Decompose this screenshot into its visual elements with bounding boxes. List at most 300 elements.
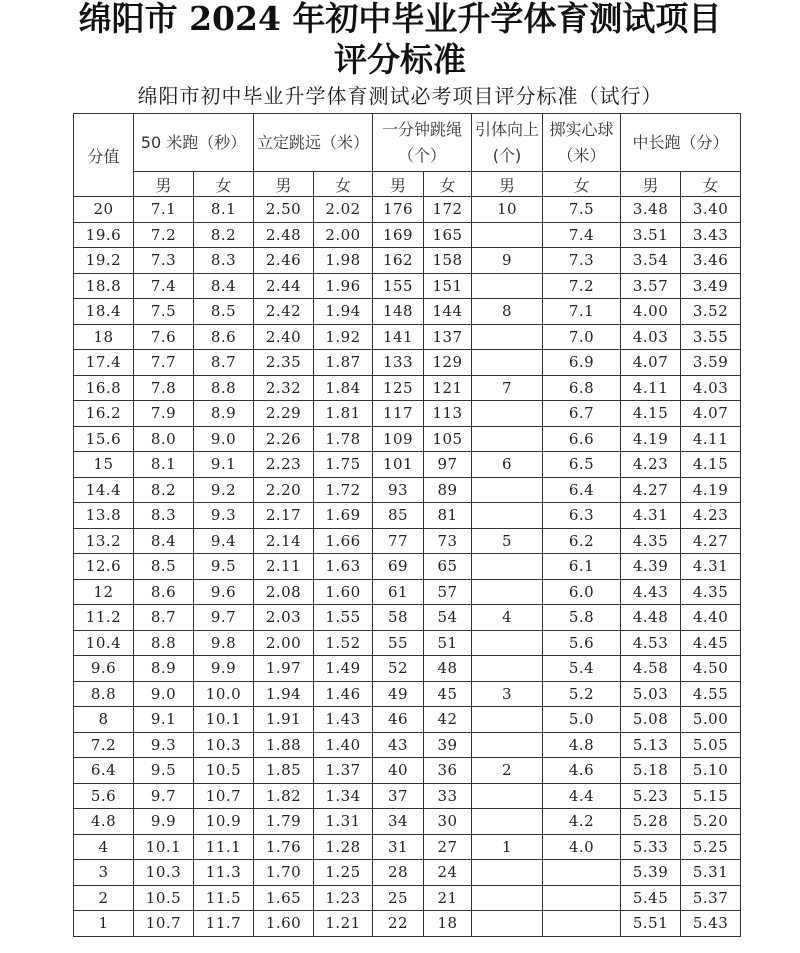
cell-distance-run-female: 4.55 [681, 681, 741, 707]
cell-long-jump-female: 2.00 [314, 222, 373, 248]
cell-score: 10.4 [74, 630, 134, 656]
cell-rope-skip-female: 24 [424, 860, 472, 886]
table-row [74, 324, 741, 350]
cell-run50-female: 9.5 [194, 554, 254, 580]
cell-distance-run-female: 3.43 [681, 222, 741, 248]
table-row [74, 809, 741, 835]
cell-distance-run-male: 4.23 [621, 452, 681, 478]
cell-rope-skip-male: 55 [373, 630, 424, 656]
cell-rope-skip-male: 85 [373, 503, 424, 529]
cell-score: 19.2 [74, 248, 134, 274]
cell-distance-run-female: 5.10 [681, 758, 741, 784]
cell-long-jump-female: 1.52 [314, 630, 373, 656]
cell-medicine-ball-female: 4.2 [543, 809, 621, 835]
cell-rope-skip-male: 155 [373, 273, 424, 299]
cell-pull-up-male: 8 [472, 299, 543, 325]
cell-rope-skip-male: 162 [373, 248, 424, 274]
cell-run50-female: 8.1 [194, 197, 254, 223]
cell-pull-up-male: 7 [472, 375, 543, 401]
cell-rope-skip-female: 42 [424, 707, 472, 733]
cell-run50-male: 7.7 [134, 350, 194, 376]
cell-distance-run-male: 5.18 [621, 758, 681, 784]
cell-long-jump-male: 1.85 [254, 758, 314, 784]
header-pull-up: 引体向上(个) [472, 114, 543, 172]
cell-run50-female: 8.8 [194, 375, 254, 401]
table-row [74, 885, 741, 911]
table-row [74, 783, 741, 809]
cell-long-jump-male: 1.65 [254, 885, 314, 911]
cell-rope-skip-female: 18 [424, 911, 472, 937]
cell-score: 8 [74, 707, 134, 733]
table-row [74, 222, 741, 248]
cell-medicine-ball-female: 5.8 [543, 605, 621, 631]
cell-long-jump-female: 1.31 [314, 809, 373, 835]
cell-long-jump-male: 2.20 [254, 477, 314, 503]
cell-run50-male: 9.3 [134, 732, 194, 758]
cell-distance-run-female: 4.11 [681, 426, 741, 452]
cell-long-jump-male: 2.08 [254, 579, 314, 605]
cell-pull-up-male: 6 [472, 452, 543, 478]
cell-long-jump-male: 1.97 [254, 656, 314, 682]
cell-rope-skip-male: 34 [373, 809, 424, 835]
cell-pull-up-male: 5 [472, 528, 543, 554]
cell-long-jump-female: 1.87 [314, 350, 373, 376]
cell-long-jump-female: 1.55 [314, 605, 373, 631]
cell-long-jump-female: 2.02 [314, 197, 373, 223]
cell-distance-run-female: 3.59 [681, 350, 741, 376]
cell-run50-female: 9.4 [194, 528, 254, 554]
cell-medicine-ball-female: 7.5 [543, 197, 621, 223]
cell-run50-male: 9.1 [134, 707, 194, 733]
cell-distance-run-female: 4.50 [681, 656, 741, 682]
table-row [74, 681, 741, 707]
cell-run50-male: 8.3 [134, 503, 194, 529]
cell-run50-female: 11.1 [194, 834, 254, 860]
cell-run50-male: 8.0 [134, 426, 194, 452]
cell-run50-male: 7.8 [134, 375, 194, 401]
cell-score: 20 [74, 197, 134, 223]
cell-medicine-ball-female: 6.0 [543, 579, 621, 605]
cell-score: 5.6 [74, 783, 134, 809]
subheader-male: 男 [134, 172, 194, 197]
cell-pull-up-male [472, 860, 543, 886]
cell-distance-run-male: 4.07 [621, 350, 681, 376]
cell-distance-run-male: 5.28 [621, 809, 681, 835]
cell-distance-run-male: 4.15 [621, 401, 681, 427]
cell-rope-skip-female: 33 [424, 783, 472, 809]
cell-medicine-ball-female: 7.3 [543, 248, 621, 274]
cell-rope-skip-male: 101 [373, 452, 424, 478]
table-row [74, 273, 741, 299]
cell-run50-female: 9.3 [194, 503, 254, 529]
cell-rope-skip-female: 113 [424, 401, 472, 427]
cell-pull-up-male [472, 273, 543, 299]
cell-rope-skip-male: 148 [373, 299, 424, 325]
cell-long-jump-female: 1.72 [314, 477, 373, 503]
table-row [74, 707, 741, 733]
cell-rope-skip-female: 81 [424, 503, 472, 529]
cell-run50-male: 7.1 [134, 197, 194, 223]
cell-rope-skip-female: 137 [424, 324, 472, 350]
cell-pull-up-male: 2 [472, 758, 543, 784]
cell-score: 15.6 [74, 426, 134, 452]
cell-medicine-ball-female: 6.4 [543, 477, 621, 503]
cell-distance-run-female: 5.37 [681, 885, 741, 911]
cell-pull-up-male [472, 350, 543, 376]
header-row-gender [74, 172, 741, 197]
cell-long-jump-female: 1.21 [314, 911, 373, 937]
cell-rope-skip-female: 54 [424, 605, 472, 631]
cell-distance-run-female: 4.35 [681, 579, 741, 605]
cell-run50-male: 7.2 [134, 222, 194, 248]
cell-medicine-ball-female [543, 860, 621, 886]
cell-run50-female: 10.0 [194, 681, 254, 707]
cell-rope-skip-female: 165 [424, 222, 472, 248]
cell-long-jump-female: 1.63 [314, 554, 373, 580]
cell-run50-female: 10.7 [194, 783, 254, 809]
cell-rope-skip-female: 48 [424, 656, 472, 682]
cell-rope-skip-female: 121 [424, 375, 472, 401]
cell-rope-skip-female: 51 [424, 630, 472, 656]
cell-distance-run-female: 5.05 [681, 732, 741, 758]
cell-long-jump-male: 1.91 [254, 707, 314, 733]
cell-rope-skip-male: 49 [373, 681, 424, 707]
cell-run50-male: 8.7 [134, 605, 194, 631]
cell-rope-skip-female: 172 [424, 197, 472, 223]
cell-run50-female: 10.5 [194, 758, 254, 784]
cell-long-jump-female: 1.96 [314, 273, 373, 299]
cell-medicine-ball-female: 5.4 [543, 656, 621, 682]
cell-long-jump-female: 1.92 [314, 324, 373, 350]
cell-pull-up-male [472, 579, 543, 605]
table-row [74, 248, 741, 274]
cell-long-jump-female: 1.37 [314, 758, 373, 784]
cell-score: 11.2 [74, 605, 134, 631]
cell-run50-female: 9.2 [194, 477, 254, 503]
cell-pull-up-male: 10 [472, 197, 543, 223]
cell-rope-skip-male: 25 [373, 885, 424, 911]
table-row [74, 911, 741, 937]
cell-long-jump-male: 1.76 [254, 834, 314, 860]
cell-long-jump-male: 1.79 [254, 809, 314, 835]
header-row-groups [74, 114, 741, 172]
cell-long-jump-female: 1.60 [314, 579, 373, 605]
cell-run50-female: 8.2 [194, 222, 254, 248]
cell-score: 6.4 [74, 758, 134, 784]
cell-long-jump-male: 2.29 [254, 401, 314, 427]
cell-score: 18.8 [74, 273, 134, 299]
cell-distance-run-female: 3.55 [681, 324, 741, 350]
cell-rope-skip-female: 57 [424, 579, 472, 605]
cell-rope-skip-female: 73 [424, 528, 472, 554]
cell-score: 13.2 [74, 528, 134, 554]
header-one-minute-rope-skip: 一分钟跳绳（个） [373, 114, 472, 172]
cell-pull-up-male [472, 911, 543, 937]
cell-medicine-ball-female: 5.6 [543, 630, 621, 656]
cell-pull-up-male [472, 885, 543, 911]
cell-distance-run-female: 4.31 [681, 554, 741, 580]
cell-rope-skip-female: 65 [424, 554, 472, 580]
cell-distance-run-male: 3.57 [621, 273, 681, 299]
cell-distance-run-male: 4.43 [621, 579, 681, 605]
cell-distance-run-male: 4.11 [621, 375, 681, 401]
cell-long-jump-female: 1.69 [314, 503, 373, 529]
cell-pull-up-male [472, 707, 543, 733]
cell-distance-run-female: 5.31 [681, 860, 741, 886]
cell-run50-male: 8.8 [134, 630, 194, 656]
cell-rope-skip-male: 52 [373, 656, 424, 682]
cell-long-jump-female: 1.46 [314, 681, 373, 707]
table-row [74, 528, 741, 554]
cell-distance-run-female: 3.46 [681, 248, 741, 274]
cell-long-jump-female: 1.23 [314, 885, 373, 911]
cell-score: 14.4 [74, 477, 134, 503]
cell-run50-male: 7.6 [134, 324, 194, 350]
cell-run50-female: 10.3 [194, 732, 254, 758]
table-row [74, 605, 741, 631]
subheader-male: 男 [621, 172, 681, 197]
cell-long-jump-male: 2.03 [254, 605, 314, 631]
cell-run50-female: 9.9 [194, 656, 254, 682]
cell-rope-skip-male: 61 [373, 579, 424, 605]
cell-long-jump-female: 1.28 [314, 834, 373, 860]
cell-long-jump-female: 1.66 [314, 528, 373, 554]
cell-medicine-ball-female: 6.5 [543, 452, 621, 478]
cell-long-jump-male: 2.46 [254, 248, 314, 274]
cell-run50-female: 9.8 [194, 630, 254, 656]
cell-medicine-ball-female: 6.7 [543, 401, 621, 427]
cell-run50-male: 9.9 [134, 809, 194, 835]
cell-long-jump-male: 1.88 [254, 732, 314, 758]
cell-run50-male: 10.1 [134, 834, 194, 860]
cell-medicine-ball-female: 4.8 [543, 732, 621, 758]
cell-distance-run-female: 5.20 [681, 809, 741, 835]
cell-run50-female: 8.9 [194, 401, 254, 427]
cell-distance-run-male: 4.00 [621, 299, 681, 325]
table-row [74, 350, 741, 376]
cell-run50-female: 9.6 [194, 579, 254, 605]
cell-medicine-ball-female: 7.0 [543, 324, 621, 350]
table-row [74, 758, 741, 784]
cell-run50-male: 8.5 [134, 554, 194, 580]
subheader-male: 男 [373, 172, 424, 197]
cell-long-jump-female: 1.25 [314, 860, 373, 886]
cell-run50-male: 7.3 [134, 248, 194, 274]
cell-rope-skip-male: 28 [373, 860, 424, 886]
cell-distance-run-female: 4.40 [681, 605, 741, 631]
cell-long-jump-male: 2.50 [254, 197, 314, 223]
cell-distance-run-male: 5.51 [621, 911, 681, 937]
cell-run50-male: 8.6 [134, 579, 194, 605]
subheader-female: 女 [194, 172, 254, 197]
cell-long-jump-female: 1.34 [314, 783, 373, 809]
cell-rope-skip-male: 77 [373, 528, 424, 554]
cell-score: 3 [74, 860, 134, 886]
cell-rope-skip-female: 45 [424, 681, 472, 707]
subheader-female: 女 [543, 172, 621, 197]
cell-rope-skip-male: 46 [373, 707, 424, 733]
cell-distance-run-female: 4.23 [681, 503, 741, 529]
cell-score: 15 [74, 452, 134, 478]
table-caption: 绵阳市初中毕业升学体育测试必考项目评分标准（试行） [137, 84, 663, 108]
cell-rope-skip-male: 176 [373, 197, 424, 223]
cell-run50-male: 10.5 [134, 885, 194, 911]
cell-run50-male: 9.0 [134, 681, 194, 707]
cell-run50-male: 10.3 [134, 860, 194, 886]
table-row [74, 426, 741, 452]
table-row [74, 197, 741, 223]
cell-score: 18.4 [74, 299, 134, 325]
subheader-male: 男 [472, 172, 543, 197]
cell-distance-run-male: 3.51 [621, 222, 681, 248]
cell-run50-female: 11.3 [194, 860, 254, 886]
cell-medicine-ball-female: 6.9 [543, 350, 621, 376]
cell-distance-run-male: 3.48 [621, 197, 681, 223]
scoring-standard-table [73, 113, 741, 937]
table-row [74, 579, 741, 605]
cell-score: 7.2 [74, 732, 134, 758]
cell-medicine-ball-female: 6.3 [543, 503, 621, 529]
table-row [74, 656, 741, 682]
cell-score: 12.6 [74, 554, 134, 580]
cell-score: 8.8 [74, 681, 134, 707]
cell-distance-run-male: 5.08 [621, 707, 681, 733]
cell-long-jump-male: 2.42 [254, 299, 314, 325]
cell-run50-male: 8.9 [134, 656, 194, 682]
cell-medicine-ball-female [543, 911, 621, 937]
cell-long-jump-female: 1.81 [314, 401, 373, 427]
cell-rope-skip-female: 89 [424, 477, 472, 503]
subheader-female: 女 [681, 172, 741, 197]
cell-distance-run-male: 5.23 [621, 783, 681, 809]
cell-run50-female: 10.1 [194, 707, 254, 733]
cell-long-jump-female: 1.40 [314, 732, 373, 758]
cell-distance-run-male: 5.33 [621, 834, 681, 860]
cell-long-jump-female: 1.43 [314, 707, 373, 733]
cell-rope-skip-male: 169 [373, 222, 424, 248]
table-row [74, 860, 741, 886]
cell-run50-male: 7.5 [134, 299, 194, 325]
cell-rope-skip-male: 93 [373, 477, 424, 503]
cell-score: 16.2 [74, 401, 134, 427]
cell-long-jump-male: 2.17 [254, 503, 314, 529]
cell-run50-male: 8.1 [134, 452, 194, 478]
cell-run50-male: 8.2 [134, 477, 194, 503]
cell-distance-run-female: 4.45 [681, 630, 741, 656]
header-score: 分值 [74, 114, 134, 197]
cell-score: 16.8 [74, 375, 134, 401]
cell-distance-run-female: 5.00 [681, 707, 741, 733]
table-row [74, 452, 741, 478]
cell-long-jump-male: 2.40 [254, 324, 314, 350]
table-row [74, 401, 741, 427]
cell-rope-skip-female: 129 [424, 350, 472, 376]
cell-rope-skip-female: 36 [424, 758, 472, 784]
table-row [74, 477, 741, 503]
cell-pull-up-male: 9 [472, 248, 543, 274]
cell-run50-female: 8.5 [194, 299, 254, 325]
cell-pull-up-male [472, 477, 543, 503]
cell-long-jump-male: 2.48 [254, 222, 314, 248]
cell-long-jump-male: 2.14 [254, 528, 314, 554]
cell-pull-up-male [472, 401, 543, 427]
cell-run50-female: 8.4 [194, 273, 254, 299]
cell-score: 4.8 [74, 809, 134, 835]
cell-rope-skip-male: 40 [373, 758, 424, 784]
cell-distance-run-female: 4.03 [681, 375, 741, 401]
cell-run50-female: 9.1 [194, 452, 254, 478]
cell-score: 18 [74, 324, 134, 350]
cell-score: 17.4 [74, 350, 134, 376]
cell-pull-up-male [472, 783, 543, 809]
header-50m-run: 50 米跑（秒） [134, 114, 254, 172]
cell-pull-up-male [472, 426, 543, 452]
cell-pull-up-male [472, 656, 543, 682]
table-body [74, 197, 741, 937]
cell-score: 19.6 [74, 222, 134, 248]
cell-medicine-ball-female: 4.4 [543, 783, 621, 809]
cell-distance-run-male: 4.35 [621, 528, 681, 554]
cell-long-jump-male: 2.35 [254, 350, 314, 376]
cell-pull-up-male [472, 732, 543, 758]
table-row [74, 554, 741, 580]
cell-rope-skip-male: 125 [373, 375, 424, 401]
cell-long-jump-male: 1.70 [254, 860, 314, 886]
cell-long-jump-male: 2.11 [254, 554, 314, 580]
cell-long-jump-male: 2.23 [254, 452, 314, 478]
cell-rope-skip-male: 22 [373, 911, 424, 937]
cell-rope-skip-male: 58 [373, 605, 424, 631]
cell-score: 4 [74, 834, 134, 860]
cell-run50-male: 9.7 [134, 783, 194, 809]
cell-distance-run-female: 4.15 [681, 452, 741, 478]
cell-long-jump-male: 1.94 [254, 681, 314, 707]
cell-medicine-ball-female [543, 885, 621, 911]
cell-medicine-ball-female: 7.1 [543, 299, 621, 325]
cell-pull-up-male [472, 324, 543, 350]
cell-distance-run-male: 4.19 [621, 426, 681, 452]
cell-rope-skip-female: 30 [424, 809, 472, 835]
cell-rope-skip-male: 43 [373, 732, 424, 758]
cell-long-jump-female: 1.49 [314, 656, 373, 682]
cell-score: 9.6 [74, 656, 134, 682]
subheader-female: 女 [424, 172, 472, 197]
cell-long-jump-male: 2.00 [254, 630, 314, 656]
table-row [74, 375, 741, 401]
cell-distance-run-male: 3.54 [621, 248, 681, 274]
cell-distance-run-male: 5.39 [621, 860, 681, 886]
cell-run50-female: 8.6 [194, 324, 254, 350]
cell-medicine-ball-female: 6.2 [543, 528, 621, 554]
cell-rope-skip-female: 97 [424, 452, 472, 478]
cell-rope-skip-female: 21 [424, 885, 472, 911]
cell-medicine-ball-female: 7.2 [543, 273, 621, 299]
cell-distance-run-male: 4.53 [621, 630, 681, 656]
cell-distance-run-male: 4.27 [621, 477, 681, 503]
cell-distance-run-male: 4.03 [621, 324, 681, 350]
cell-pull-up-male [472, 503, 543, 529]
cell-score: 12 [74, 579, 134, 605]
cell-pull-up-male: 3 [472, 681, 543, 707]
cell-long-jump-female: 1.75 [314, 452, 373, 478]
cell-long-jump-male: 2.44 [254, 273, 314, 299]
cell-medicine-ball-female: 5.0 [543, 707, 621, 733]
cell-rope-skip-female: 151 [424, 273, 472, 299]
cell-pull-up-male [472, 554, 543, 580]
cell-long-jump-female: 1.94 [314, 299, 373, 325]
cell-rope-skip-female: 105 [424, 426, 472, 452]
cell-rope-skip-male: 37 [373, 783, 424, 809]
